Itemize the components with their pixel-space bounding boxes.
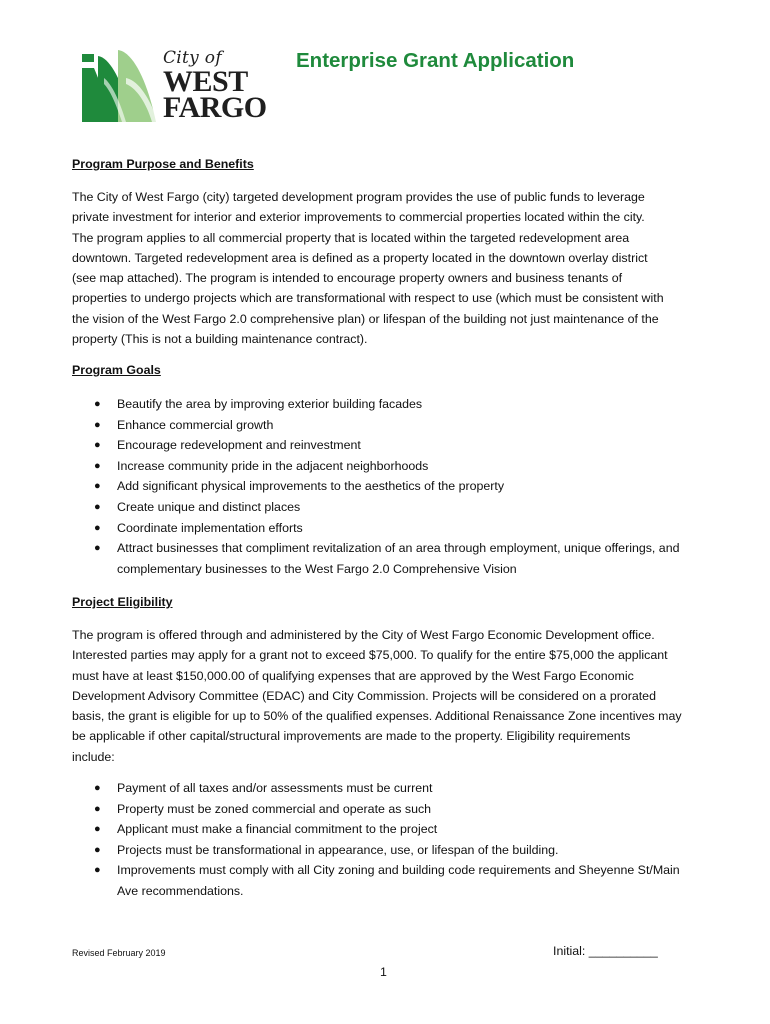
list-item <box>72 435 712 456</box>
paragraph-line: The City of West Fargo (city) targeted development program provides the use of public funds to leverage <box>72 190 645 204</box>
list-item-text: Coordinate implementation efforts <box>117 520 303 535</box>
logo-west-text: WEST <box>163 65 248 98</box>
list-item <box>72 497 712 518</box>
list-item <box>72 538 712 579</box>
logo-city-of-text: City of <box>163 48 222 68</box>
paragraph-line: downtown. Targeted redevelopment area is defined as a property located in the downtown overlay district <box>72 250 648 265</box>
list-item-text: Add significant physical improvements to the aesthetics of the property <box>117 479 505 494</box>
list-item <box>72 476 712 497</box>
goals-heading: Program Goals <box>72 363 161 377</box>
document-title: Enterprise Grant Application <box>296 49 575 72</box>
goals-list <box>72 394 712 579</box>
bullet-icon: ● <box>94 500 101 513</box>
list-item-text: Ave recommendations. <box>117 883 244 898</box>
paragraph-line: The program applies to all commercial property that is located within the targeted redevelopment area <box>72 230 630 245</box>
list-item-text: Encourage redevelopment and reinvestment <box>117 438 361 453</box>
eligibility-list <box>72 778 712 902</box>
bullet-icon: ● <box>94 521 101 534</box>
bullet-icon: ● <box>94 480 101 493</box>
paragraph-line: the vision of the West Fargo 2.0 comprehensive plan) or lifespan of the building not just maintenance of the <box>72 311 659 326</box>
list-item-text: Increase community pride in the adjacent neighborhoods <box>117 458 429 473</box>
list-item-text: Applicant must make a financial commitment to the project <box>117 822 438 837</box>
list-item <box>72 394 712 415</box>
list-item <box>72 456 712 477</box>
list-item-text: complementary businesses to the West Fargo 2.0 Comprehensive Vision <box>117 561 517 576</box>
bullet-icon: ● <box>94 823 101 836</box>
paragraph-line: (see map attached). The program is intended to encourage property owners and business tenants of <box>72 271 623 286</box>
list-item <box>72 840 712 861</box>
list-item <box>72 778 712 799</box>
bullet-icon: ● <box>94 782 101 794</box>
list-item-text: Improvements must comply with all City zoning and building code requirements and Sheyenne St/Main <box>117 863 680 878</box>
eligibility-paragraph <box>72 625 702 767</box>
paragraph-line: include: <box>72 749 115 764</box>
paragraph-line: properties to undergo projects which are transformational with respect to use (which must be consistent with <box>72 291 664 306</box>
list-item <box>72 819 712 840</box>
revision-date: Revised February 2019 <box>72 948 166 958</box>
bullet-icon: ● <box>94 802 101 815</box>
paragraph-line: must have at least $150,000.00 of qualifying expenses that are approved by the West Fargo Economic <box>72 668 634 683</box>
paragraph-line: property (This is not a building maintenance contract). <box>72 332 368 347</box>
bullet-icon: ● <box>94 398 101 410</box>
paragraph-line: The program is offered through and administered by the City of West Fargo Economic Development office. <box>72 628 655 642</box>
eligibility-heading: Project Eligibility <box>72 595 173 609</box>
list-item <box>72 860 712 901</box>
page-number: 1 <box>380 965 387 979</box>
list-item-text: Create unique and distinct places <box>117 499 301 514</box>
logo-fargo-text: FARGO <box>163 91 267 124</box>
list-item-text: Payment of all taxes and/or assessments must be current <box>117 781 433 795</box>
list-item-text: Property must be zoned commercial and operate as such <box>117 801 432 816</box>
paragraph-line: Development Advisory Committee (EDAC) and City Commission. Projects will be considered on a prorated <box>72 688 656 703</box>
list-item-text: Attract businesses that compliment revitalization of an area through employment, unique offerings, and <box>117 541 680 556</box>
paragraph-line: basis, the grant is eligible for up to 50% of the qualified expenses. Additional Renaissance Zone incentives may <box>72 709 682 724</box>
bullet-icon: ● <box>94 542 101 555</box>
purpose-paragraph <box>72 187 702 349</box>
paragraph-line: be applicable if other capital/structural improvements are made to the property. Eligibility requirements <box>72 729 631 744</box>
list-item <box>72 799 712 820</box>
bullet-icon: ● <box>94 459 101 472</box>
list-item-text: Projects must be transformational in appearance, use, or lifespan of the building. <box>117 842 559 857</box>
paragraph-line: Interested parties may apply for a grant not to exceed $75,000. To qualify for the entire $75,000 the applicant <box>72 648 668 663</box>
list-item-text: Beautify the area by improving exterior building facades <box>117 397 423 411</box>
list-item <box>72 415 712 436</box>
purpose-heading: Program Purpose and Benefits <box>72 157 254 171</box>
list-item <box>72 518 712 539</box>
bullet-icon: ● <box>94 864 101 877</box>
initial-field[interactable]: Initial: __________ <box>553 944 658 958</box>
bullet-icon: ● <box>94 439 101 452</box>
bullet-icon: ● <box>94 418 101 431</box>
paragraph-line: private investment for interior and exterior improvements to commercial properties located within the city. <box>72 210 645 225</box>
city-logo <box>82 48 272 126</box>
bullet-icon: ● <box>94 843 101 856</box>
list-item-text: Enhance commercial growth <box>117 417 274 432</box>
west-fargo-logo-icon <box>82 48 162 122</box>
